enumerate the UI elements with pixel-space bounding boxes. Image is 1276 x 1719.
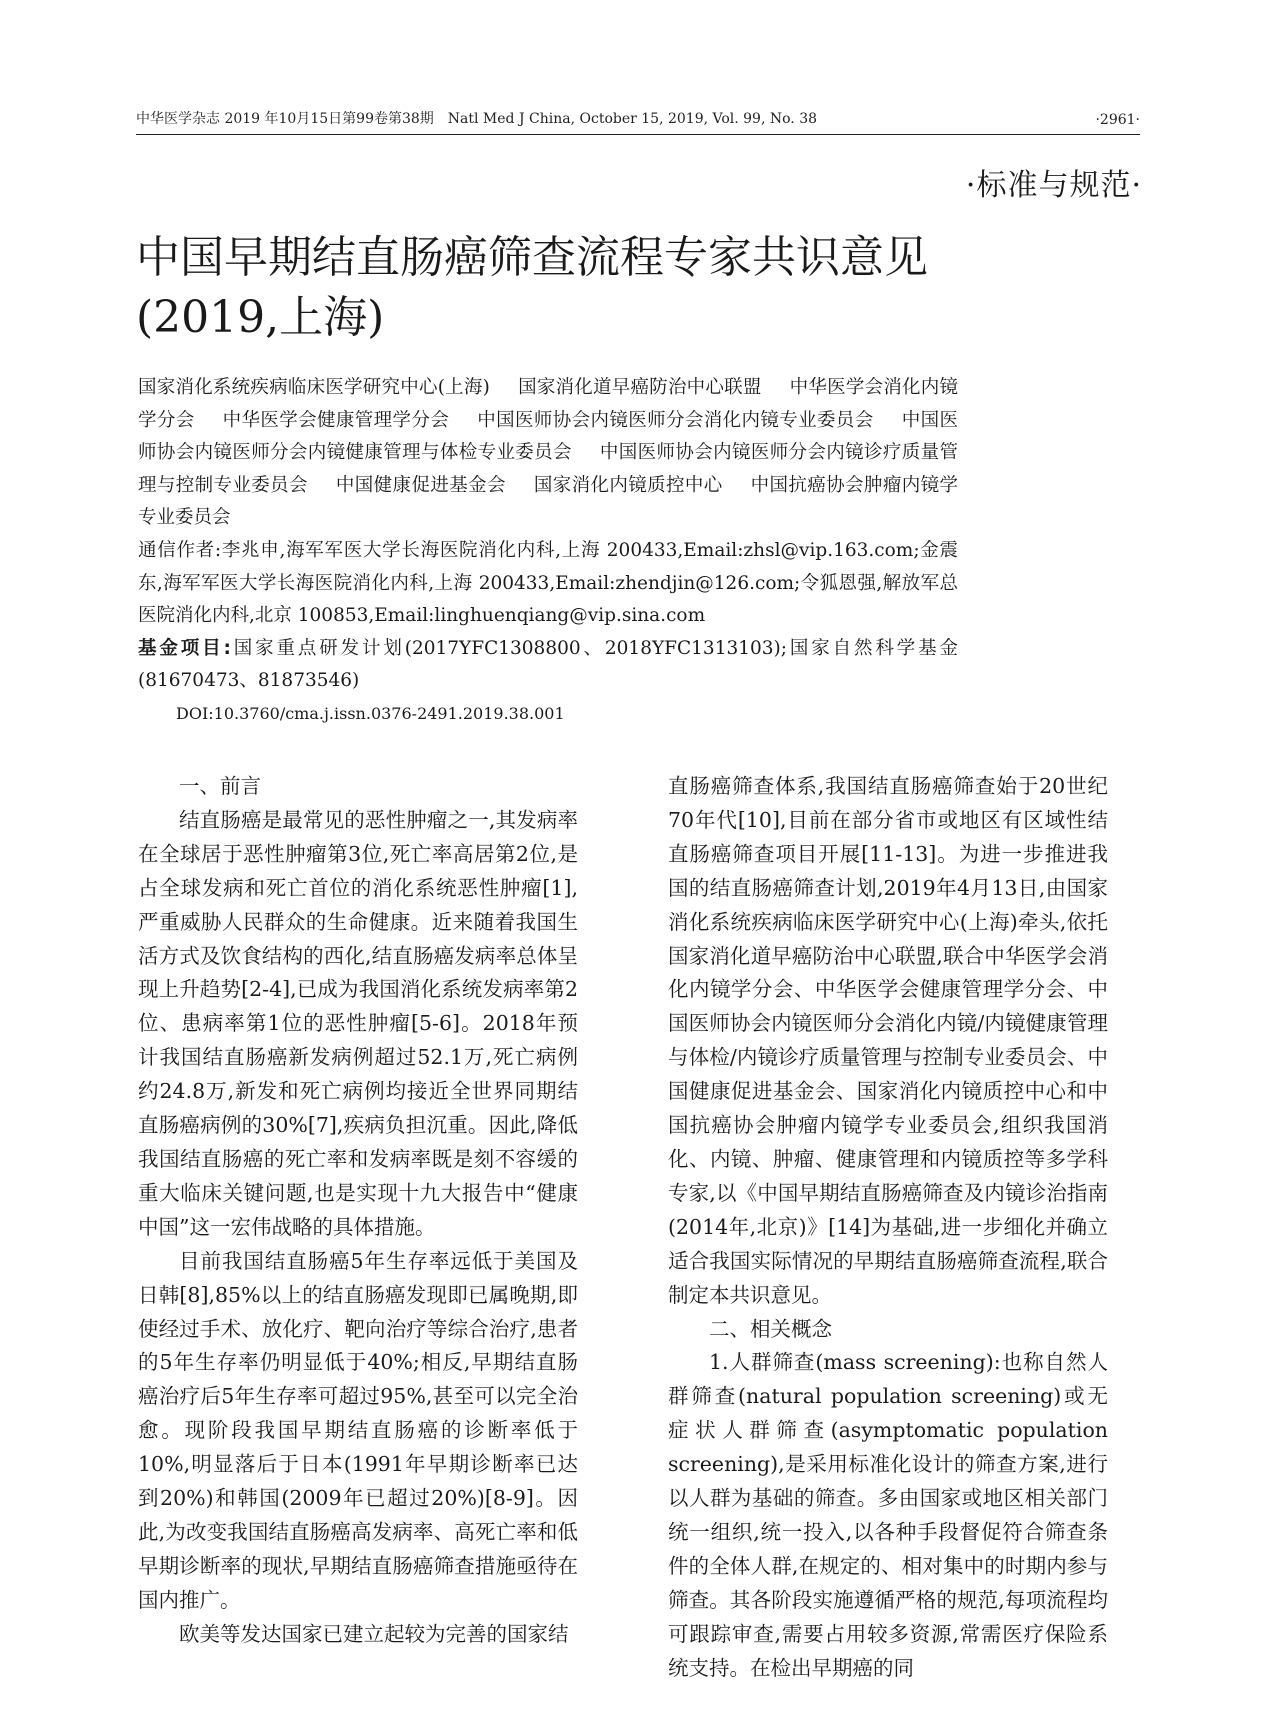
title-line-2: (2019,上海) xyxy=(136,292,385,343)
organization: 中国医师协会内镜医师分会消化内镜专业委员会 xyxy=(477,409,874,431)
right-column xyxy=(668,770,1108,1685)
organization: 中国医师协会内镜医师分会内镜诊疗质量管理与控制专业委员会 xyxy=(138,442,958,496)
journal-citation: 中华医学杂志 2019 年10月15日第99卷第38期 Natl Med J China, October 15, 2019, Vol. 99, No. 38 xyxy=(136,111,818,127)
paragraph: 结直肠癌是最常见的恶性肿瘤之一,其发病率在全球居于恶性肿瘤第3位,死亡率高居第2位,是占全球发病和死亡首位的消化系统恶性肿瘤[1],严重威胁人民群众的生命健康。近来随着我国生活方式及饮食结构的西化,结直肠癌发病率总体呈现上升趋势[2-4],已成为我国消化系统发病率第2位、患病率第1位的恶性肿瘤[5-6]。2018年预计我国结直肠癌新发病例超过52.1万,死亡病例约24.8万,新发和死亡病例均接近全世界同期结直肠癌病例的30%[7],疾病负担沉重。因此,降低我国结直肠癌的死亡率和发病率既是刻不容缓的重大临床关键问题,也是实现十九大报告中“健康中国”这一宏伟战略的具体措施。 xyxy=(138,807,578,1239)
title-line-1: 中国早期结直肠癌筛查流程专家共识意见 xyxy=(136,232,928,283)
section-label: ·标准与规范· xyxy=(965,168,1142,203)
organization: 国家消化道早癌防治中心联盟 xyxy=(517,377,762,398)
section-heading-concepts: 二、相关概念 xyxy=(709,1316,832,1341)
paragraph: 1.人群筛查(mass screening):也称自然人群筛查(natural population screening)或无症状人群筛查(asymptomatic population screening),是采用标准化设计的筛查方案,进行以人群为基础的筛查。多由国家或地区相关部门统一组织,统一投入,以各种手段督促符合筛查条件的全体人群,在规定的、相对集中的时期内参与筛查。其各阶段实施遵循严格的规范,每项流程均可跟踪审查,需要占用较多资源,常需医疗保险系统支持。在检出早期癌的同 xyxy=(668,1350,1108,1680)
fund-text: 国家重点研发计划(2017YFC1308800、2018YFC1313103);国家自然科学基金(81670473、81873546) xyxy=(138,637,958,692)
paragraph: 欧美等发达国家已建立起较为完善的国家结 xyxy=(179,1621,569,1646)
front-matter xyxy=(138,372,958,731)
paragraph-continued: 直肠癌筛查体系,我国结直肠癌筛查始于20世纪70年代[10],目前在部分省市或地区有区域性结直肠癌筛查项目开展[11-13]。为进一步推进我国的结直肠癌筛查计划,2019年4月13日,由国家消化系统疾病临床医学研究中心(上海)牵头,依托国家消化道早癌防治中心联盟,联合中华医学会消化内镜学分会、中华医学会健康管理学分会、中国医师协会内镜医师分会消化内镜/内镜健康管理与体检/内镜诊疗质量管理与控制专业委员会、中国健康促进基金会、国家消化内镜质控中心和中国抗癌协会肿瘤内镜学专业委员会,组织我国消化、内镜、肿瘤、健康管理和内镜质控等多学科专家,以《中国早期结直肠癌筛查及内镜诊治指南(2014年,北京)》[14]为基础,进一步细化并确立适合我国实际情况的早期结直肠癌筛查流程,联合制定本共识意见。 xyxy=(668,774,1108,1307)
section-heading-introduction: 一、前言 xyxy=(179,774,261,798)
fund-label: 基金项目: xyxy=(138,637,231,659)
paragraph: 目前我国结直肠癌5年生存率远低于美国及日韩[8],85%以上的结直肠癌发现即已属晚期,即使经过手术、放化疗、靶向治疗等综合治疗,患者的5年生存率仍明显低于40%;相反,早期结直肠癌治疗后5年生存率可超过95%,甚至可以完全治愈。现阶段我国早期结直肠癌的诊断率低于10%,明显落后于日本(1991年早期诊断率已达到20%)和韩国(2009年已超过20%)[8-9]。因此,为改变我国结直肠癌高发病率、高死亡率和低早期诊断率的现状,早期结直肠癌筛查措施亟待在国内推广。 xyxy=(138,1248,578,1612)
page-number: ·2961· xyxy=(1095,112,1140,128)
doi: DOI:10.3760/cma.j.issn.0376-2491.2019.38.001 xyxy=(176,703,565,723)
organization: 中国健康促进基金会 xyxy=(335,474,506,496)
organization: 中国抗癌协会肿瘤内镜学专业委员会 xyxy=(138,474,958,529)
organization: 国家消化内镜质控中心 xyxy=(533,474,723,496)
organization: 中华医学会消化内镜学分会 xyxy=(138,377,958,431)
organization: 中华医学会健康管理学分会 xyxy=(222,409,450,431)
organizations xyxy=(138,372,958,535)
running-header xyxy=(136,108,1140,135)
left-column xyxy=(138,770,578,1652)
fund xyxy=(138,633,958,698)
article-title xyxy=(136,228,1136,348)
organization: 中国医师协会内镜医师分会内镜健康管理与体检专业委员会 xyxy=(138,409,958,464)
organization: 国家消化系统疾病临床医学研究中心(上海) xyxy=(138,377,490,398)
correspondence: 通信作者:李兆申,海军军医大学长海医院消化内科,上海 200433,Email:zhsl@vip.163.com;金震东,海军军医大学长海医院消化内科,上海 200433,Email:zhendjin@126.com;令狐恩强,解放军总医院消化内科,北京 100853,Email:linghuenqiang@vip.sina.com xyxy=(138,539,958,627)
